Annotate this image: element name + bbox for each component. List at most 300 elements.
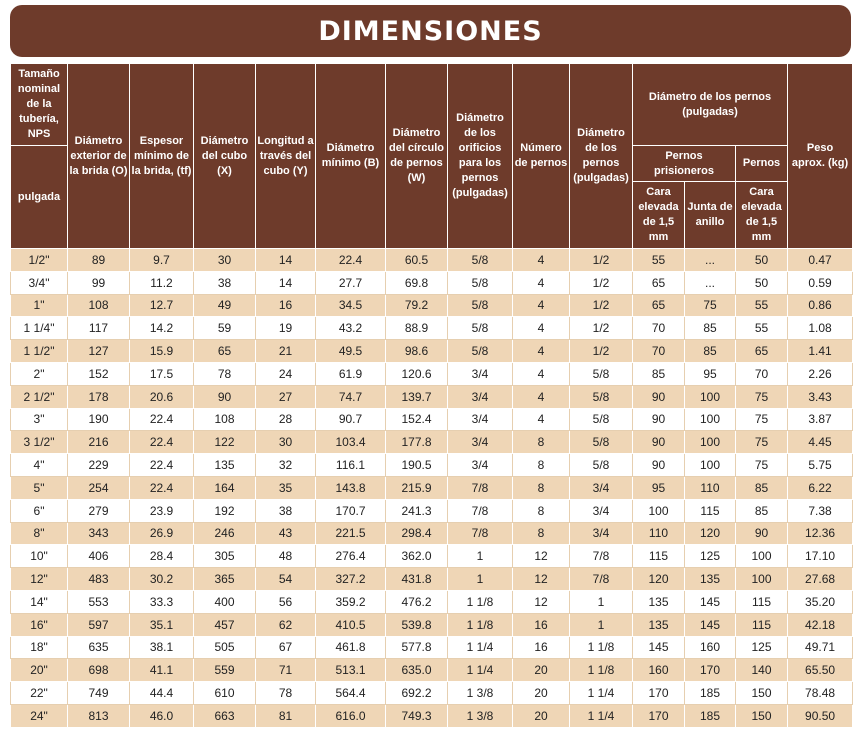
- cell-bolt-holes: 5/8: [448, 340, 513, 363]
- cell-stud-raised-face: 90: [633, 431, 685, 454]
- cell-min-diameter: 116.1: [316, 454, 386, 477]
- table-row: [11, 317, 853, 340]
- cell-bolt-circle: 139.7: [386, 385, 448, 408]
- table-row: [11, 476, 853, 499]
- cell-bolt-raised-face: 140: [736, 659, 788, 682]
- cell-bolt-count: 8: [513, 476, 570, 499]
- cell-min-diameter: 61.9: [316, 362, 386, 385]
- cell-thickness: 15.9: [130, 340, 194, 363]
- cell-bolt-diameter: 1 1/8: [570, 636, 633, 659]
- cell-bolt-diameter: 5/8: [570, 431, 633, 454]
- cell-thickness: 22.4: [130, 431, 194, 454]
- cell-stud-raised-face: 170: [633, 682, 685, 705]
- cell-outer-diameter: 406: [68, 545, 130, 568]
- cell-bolt-diameter: 5/8: [570, 454, 633, 477]
- cell-thickness: 11.2: [130, 271, 194, 294]
- cell-weight: 65.50: [788, 659, 853, 682]
- cell-outer-diameter: 99: [68, 271, 130, 294]
- cell-outer-diameter: 597: [68, 613, 130, 636]
- cell-bolt-circle: 177.8: [386, 431, 448, 454]
- table-row: [11, 340, 853, 363]
- cell-weight: 17.10: [788, 545, 853, 568]
- cell-thickness: 26.9: [130, 522, 194, 545]
- cell-stud-ring-joint: 100: [685, 408, 736, 431]
- cell-bolt-holes: 1 1/8: [448, 590, 513, 613]
- cell-hub-length: 24: [256, 362, 316, 385]
- cell-thickness: 20.6: [130, 385, 194, 408]
- cell-bolt-diameter: 7/8: [570, 568, 633, 591]
- cell-bolt-holes: 1 1/4: [448, 659, 513, 682]
- cell-min-diameter: 221.5: [316, 522, 386, 545]
- cell-weight: 12.36: [788, 522, 853, 545]
- cell-hub-diameter: 38: [194, 271, 256, 294]
- table-row: [11, 362, 853, 385]
- cell-hub-length: 48: [256, 545, 316, 568]
- cell-bolt-raised-face: 90: [736, 522, 788, 545]
- cell-bolt-holes: 7/8: [448, 522, 513, 545]
- cell-bolt-diameter: 5/8: [570, 385, 633, 408]
- cell-bolt-holes: 5/8: [448, 294, 513, 317]
- header-raised-face-bolts: Cara elevada de 1,5 mm: [736, 182, 788, 249]
- cell-hub-diameter: 559: [194, 659, 256, 682]
- cell-bolt-diameter: 7/8: [570, 545, 633, 568]
- cell-hub-length: 28: [256, 408, 316, 431]
- cell-outer-diameter: 483: [68, 568, 130, 591]
- cell-weight: 0.59: [788, 271, 853, 294]
- cell-stud-ring-joint: 85: [685, 340, 736, 363]
- cell-stud-ring-joint: 135: [685, 568, 736, 591]
- header-studs: Pernos prisioneros: [633, 146, 736, 182]
- cell-min-diameter: 34.5: [316, 294, 386, 317]
- cell-stud-raised-face: 115: [633, 545, 685, 568]
- cell-outer-diameter: 190: [68, 408, 130, 431]
- cell-bolt-count: 4: [513, 317, 570, 340]
- header-nps: Tamaño nominal de la tubería, NPS: [11, 64, 68, 146]
- cell-hub-diameter: 49: [194, 294, 256, 317]
- cell-bolt-circle: 190.5: [386, 454, 448, 477]
- cell-weight: 90.50: [788, 704, 853, 727]
- cell-min-diameter: 22.4: [316, 249, 386, 272]
- cell-hub-diameter: 457: [194, 613, 256, 636]
- cell-bolt-diameter: 1/2: [570, 294, 633, 317]
- cell-min-diameter: 276.4: [316, 545, 386, 568]
- table-row: [11, 385, 853, 408]
- cell-min-diameter: 74.7: [316, 385, 386, 408]
- cell-bolt-count: 4: [513, 362, 570, 385]
- cell-thickness: 41.1: [130, 659, 194, 682]
- header-hub-length: Longitud a través del cubo (Y): [256, 64, 316, 249]
- cell-nps: 3/4": [11, 271, 68, 294]
- cell-nps: 1 1/4": [11, 317, 68, 340]
- table-row: [11, 659, 853, 682]
- cell-bolt-circle: 69.8: [386, 271, 448, 294]
- cell-hub-diameter: 164: [194, 476, 256, 499]
- cell-nps: 16": [11, 613, 68, 636]
- header-bolt-circle: Diámetro del círculo de pernos (W): [386, 64, 448, 249]
- header-thickness: Espesor mínimo de la brida, (tf): [130, 64, 194, 249]
- cell-bolt-diameter: 1: [570, 613, 633, 636]
- cell-stud-raised-face: 145: [633, 636, 685, 659]
- cell-hub-length: 30: [256, 431, 316, 454]
- cell-bolt-raised-face: 85: [736, 476, 788, 499]
- cell-bolt-raised-face: 125: [736, 636, 788, 659]
- cell-bolt-holes: 3/4: [448, 431, 513, 454]
- cell-nps: 18": [11, 636, 68, 659]
- cell-hub-diameter: 610: [194, 682, 256, 705]
- cell-stud-raised-face: 70: [633, 340, 685, 363]
- cell-weight: 0.86: [788, 294, 853, 317]
- cell-weight: 4.45: [788, 431, 853, 454]
- cell-hub-diameter: 65: [194, 340, 256, 363]
- cell-stud-raised-face: 65: [633, 271, 685, 294]
- cell-bolt-diameter: 1: [570, 590, 633, 613]
- cell-bolt-diameter: 3/4: [570, 522, 633, 545]
- table-row: [11, 271, 853, 294]
- cell-min-diameter: 461.8: [316, 636, 386, 659]
- cell-weight: 7.38: [788, 499, 853, 522]
- cell-thickness: 28.4: [130, 545, 194, 568]
- cell-nps: 22": [11, 682, 68, 705]
- cell-outer-diameter: 749: [68, 682, 130, 705]
- cell-bolt-circle: 88.9: [386, 317, 448, 340]
- header-weight: Peso aprox. (kg): [788, 64, 853, 249]
- cell-min-diameter: 49.5: [316, 340, 386, 363]
- cell-thickness: 38.1: [130, 636, 194, 659]
- cell-outer-diameter: 698: [68, 659, 130, 682]
- cell-nps: 20": [11, 659, 68, 682]
- cell-hub-length: 67: [256, 636, 316, 659]
- cell-bolt-circle: 476.2: [386, 590, 448, 613]
- cell-bolt-count: 8: [513, 454, 570, 477]
- cell-bolt-circle: 749.3: [386, 704, 448, 727]
- table-row: [11, 249, 853, 272]
- cell-bolt-holes: 1 3/8: [448, 682, 513, 705]
- cell-hub-length: 81: [256, 704, 316, 727]
- table-row: [11, 682, 853, 705]
- cell-hub-length: 27: [256, 385, 316, 408]
- cell-bolt-raised-face: 115: [736, 590, 788, 613]
- cell-stud-raised-face: 85: [633, 362, 685, 385]
- cell-bolt-diameter: 5/8: [570, 408, 633, 431]
- cell-bolt-holes: 7/8: [448, 476, 513, 499]
- cell-hub-length: 38: [256, 499, 316, 522]
- header-bolt-group: Diámetro de los pernos (pulgadas): [633, 64, 788, 146]
- cell-outer-diameter: 117: [68, 317, 130, 340]
- cell-bolt-circle: 362.0: [386, 545, 448, 568]
- cell-stud-ring-joint: 95: [685, 362, 736, 385]
- cell-bolt-circle: 577.8: [386, 636, 448, 659]
- cell-outer-diameter: 229: [68, 454, 130, 477]
- cell-stud-ring-joint: 75: [685, 294, 736, 317]
- cell-min-diameter: 90.7: [316, 408, 386, 431]
- table-row: [11, 499, 853, 522]
- cell-hub-diameter: 108: [194, 408, 256, 431]
- cell-stud-raised-face: 65: [633, 294, 685, 317]
- table-row: [11, 294, 853, 317]
- cell-stud-ring-joint: 110: [685, 476, 736, 499]
- cell-stud-raised-face: 70: [633, 317, 685, 340]
- cell-min-diameter: 170.7: [316, 499, 386, 522]
- cell-outer-diameter: 343: [68, 522, 130, 545]
- cell-bolt-holes: 1 1/4: [448, 636, 513, 659]
- cell-min-diameter: 564.4: [316, 682, 386, 705]
- cell-weight: 1.41: [788, 340, 853, 363]
- table-row: [11, 408, 853, 431]
- cell-nps: 8": [11, 522, 68, 545]
- cell-stud-ring-joint: 100: [685, 385, 736, 408]
- cell-bolt-count: 20: [513, 659, 570, 682]
- cell-thickness: 22.4: [130, 454, 194, 477]
- cell-stud-raised-face: 95: [633, 476, 685, 499]
- cell-bolt-count: 4: [513, 340, 570, 363]
- cell-outer-diameter: 813: [68, 704, 130, 727]
- cell-nps: 24": [11, 704, 68, 727]
- cell-stud-ring-joint: 185: [685, 704, 736, 727]
- cell-stud-raised-face: 90: [633, 454, 685, 477]
- cell-thickness: 17.5: [130, 362, 194, 385]
- cell-bolt-raised-face: 75: [736, 385, 788, 408]
- cell-stud-ring-joint: 100: [685, 431, 736, 454]
- cell-stud-ring-joint: 85: [685, 317, 736, 340]
- cell-hub-length: 14: [256, 271, 316, 294]
- cell-weight: 35.20: [788, 590, 853, 613]
- cell-thickness: 30.2: [130, 568, 194, 591]
- cell-hub-diameter: 122: [194, 431, 256, 454]
- cell-hub-diameter: 135: [194, 454, 256, 477]
- cell-bolt-raised-face: 100: [736, 545, 788, 568]
- cell-stud-raised-face: 55: [633, 249, 685, 272]
- cell-thickness: 9.7: [130, 249, 194, 272]
- cell-bolt-count: 8: [513, 431, 570, 454]
- table-row: [11, 568, 853, 591]
- cell-hub-length: 14: [256, 249, 316, 272]
- cell-hub-length: 78: [256, 682, 316, 705]
- cell-bolt-holes: 7/8: [448, 499, 513, 522]
- table-row: [11, 545, 853, 568]
- cell-bolt-raised-face: 115: [736, 613, 788, 636]
- cell-bolt-count: 4: [513, 408, 570, 431]
- cell-stud-ring-joint: ...: [685, 249, 736, 272]
- cell-min-diameter: 513.1: [316, 659, 386, 682]
- cell-bolt-count: 4: [513, 249, 570, 272]
- cell-hub-diameter: 192: [194, 499, 256, 522]
- cell-weight: 5.75: [788, 454, 853, 477]
- cell-nps: 3": [11, 408, 68, 431]
- page-title: DIMENSIONES: [10, 5, 851, 57]
- cell-hub-length: 21: [256, 340, 316, 363]
- cell-weight: 78.48: [788, 682, 853, 705]
- cell-outer-diameter: 216: [68, 431, 130, 454]
- cell-bolt-diameter: 1/2: [570, 317, 633, 340]
- header-nps-unit: pulgada: [11, 146, 68, 249]
- cell-stud-ring-joint: ...: [685, 271, 736, 294]
- header-min-diameter: Diámetro mínimo (B): [316, 64, 386, 249]
- cell-outer-diameter: 89: [68, 249, 130, 272]
- cell-outer-diameter: 108: [68, 294, 130, 317]
- cell-nps: 10": [11, 545, 68, 568]
- cell-min-diameter: 43.2: [316, 317, 386, 340]
- cell-stud-ring-joint: 185: [685, 682, 736, 705]
- cell-min-diameter: 27.7: [316, 271, 386, 294]
- cell-bolt-raised-face: 75: [736, 454, 788, 477]
- cell-bolt-holes: 5/8: [448, 317, 513, 340]
- cell-outer-diameter: 127: [68, 340, 130, 363]
- cell-bolt-raised-face: 70: [736, 362, 788, 385]
- cell-outer-diameter: 635: [68, 636, 130, 659]
- dimensions-table: [10, 63, 853, 728]
- cell-bolt-holes: 5/8: [448, 271, 513, 294]
- table-row: [11, 704, 853, 727]
- cell-thickness: 46.0: [130, 704, 194, 727]
- cell-stud-raised-face: 100: [633, 499, 685, 522]
- cell-hub-length: 35: [256, 476, 316, 499]
- cell-bolt-holes: 1 3/8: [448, 704, 513, 727]
- cell-hub-diameter: 59: [194, 317, 256, 340]
- cell-outer-diameter: 178: [68, 385, 130, 408]
- cell-bolt-circle: 635.0: [386, 659, 448, 682]
- cell-bolt-holes: 3/4: [448, 408, 513, 431]
- cell-bolt-count: 8: [513, 499, 570, 522]
- cell-bolt-raised-face: 150: [736, 682, 788, 705]
- cell-bolt-raised-face: 55: [736, 294, 788, 317]
- cell-bolt-count: 12: [513, 545, 570, 568]
- cell-bolt-diameter: 1 1/8: [570, 659, 633, 682]
- cell-thickness: 22.4: [130, 408, 194, 431]
- cell-thickness: 23.9: [130, 499, 194, 522]
- cell-hub-diameter: 305: [194, 545, 256, 568]
- cell-bolt-raised-face: 50: [736, 249, 788, 272]
- cell-weight: 6.22: [788, 476, 853, 499]
- header-bolt-holes: Diámetro de los orificios para los pernos (pulgadas): [448, 64, 513, 249]
- cell-min-diameter: 616.0: [316, 704, 386, 727]
- cell-weight: 42.18: [788, 613, 853, 636]
- cell-nps: 1/2": [11, 249, 68, 272]
- cell-bolt-circle: 152.4: [386, 408, 448, 431]
- cell-hub-diameter: 30: [194, 249, 256, 272]
- cell-bolt-raised-face: 50: [736, 271, 788, 294]
- cell-bolt-raised-face: 85: [736, 499, 788, 522]
- cell-stud-raised-face: 170: [633, 704, 685, 727]
- cell-bolt-count: 20: [513, 704, 570, 727]
- cell-outer-diameter: 279: [68, 499, 130, 522]
- header-bolt-diameter: Diámetro de los pernos (pulgadas): [570, 64, 633, 249]
- cell-stud-ring-joint: 170: [685, 659, 736, 682]
- cell-nps: 14": [11, 590, 68, 613]
- cell-nps: 2 1/2": [11, 385, 68, 408]
- cell-bolt-count: 8: [513, 522, 570, 545]
- cell-stud-ring-joint: 160: [685, 636, 736, 659]
- cell-stud-raised-face: 110: [633, 522, 685, 545]
- cell-stud-ring-joint: 145: [685, 590, 736, 613]
- cell-hub-diameter: 246: [194, 522, 256, 545]
- cell-hub-length: 56: [256, 590, 316, 613]
- cell-bolt-count: 12: [513, 568, 570, 591]
- cell-nps: 1 1/2": [11, 340, 68, 363]
- cell-weight: 3.43: [788, 385, 853, 408]
- cell-stud-ring-joint: 120: [685, 522, 736, 545]
- cell-nps: 2": [11, 362, 68, 385]
- cell-weight: 1.08: [788, 317, 853, 340]
- cell-bolt-count: 16: [513, 636, 570, 659]
- cell-bolt-count: 4: [513, 385, 570, 408]
- cell-bolt-circle: 431.8: [386, 568, 448, 591]
- cell-weight: 0.47: [788, 249, 853, 272]
- table-body: [11, 249, 853, 728]
- cell-weight: 2.26: [788, 362, 853, 385]
- cell-bolt-circle: 120.6: [386, 362, 448, 385]
- cell-min-diameter: 103.4: [316, 431, 386, 454]
- cell-bolt-diameter: 5/8: [570, 362, 633, 385]
- cell-min-diameter: 359.2: [316, 590, 386, 613]
- cell-nps: 12": [11, 568, 68, 591]
- cell-thickness: 33.3: [130, 590, 194, 613]
- cell-bolt-circle: 98.6: [386, 340, 448, 363]
- cell-hub-length: 54: [256, 568, 316, 591]
- cell-hub-length: 19: [256, 317, 316, 340]
- cell-thickness: 12.7: [130, 294, 194, 317]
- cell-weight: 49.71: [788, 636, 853, 659]
- header-bolt-count: Número de pernos: [513, 64, 570, 249]
- cell-stud-raised-face: 135: [633, 590, 685, 613]
- cell-bolt-count: 16: [513, 613, 570, 636]
- cell-stud-ring-joint: 125: [685, 545, 736, 568]
- cell-bolt-diameter: 1/2: [570, 249, 633, 272]
- header-ring-joint: Junta de anillo: [685, 182, 736, 249]
- cell-bolt-raised-face: 150: [736, 704, 788, 727]
- cell-weight: 3.87: [788, 408, 853, 431]
- table-row: [11, 454, 853, 477]
- cell-bolt-raised-face: 75: [736, 408, 788, 431]
- table-row: [11, 613, 853, 636]
- cell-stud-raised-face: 135: [633, 613, 685, 636]
- cell-bolt-count: 4: [513, 294, 570, 317]
- cell-bolt-raised-face: 75: [736, 431, 788, 454]
- cell-thickness: 35.1: [130, 613, 194, 636]
- cell-bolt-holes: 5/8: [448, 249, 513, 272]
- cell-outer-diameter: 254: [68, 476, 130, 499]
- cell-thickness: 44.4: [130, 682, 194, 705]
- cell-bolt-circle: 60.5: [386, 249, 448, 272]
- cell-stud-ring-joint: 145: [685, 613, 736, 636]
- cell-hub-diameter: 90: [194, 385, 256, 408]
- cell-hub-diameter: 78: [194, 362, 256, 385]
- cell-min-diameter: 143.8: [316, 476, 386, 499]
- cell-nps: 5": [11, 476, 68, 499]
- cell-stud-raised-face: 90: [633, 385, 685, 408]
- table-row: [11, 636, 853, 659]
- cell-min-diameter: 410.5: [316, 613, 386, 636]
- table-row: [11, 590, 853, 613]
- cell-bolt-diameter: 1/2: [570, 271, 633, 294]
- cell-bolt-circle: 215.9: [386, 476, 448, 499]
- cell-weight: 27.68: [788, 568, 853, 591]
- cell-outer-diameter: 152: [68, 362, 130, 385]
- cell-bolt-diameter: 3/4: [570, 499, 633, 522]
- header-bolts: Pernos: [736, 146, 788, 182]
- cell-hub-diameter: 505: [194, 636, 256, 659]
- cell-hub-diameter: 365: [194, 568, 256, 591]
- cell-nps: 6": [11, 499, 68, 522]
- cell-bolt-diameter: 1 1/4: [570, 704, 633, 727]
- cell-bolt-holes: 3/4: [448, 362, 513, 385]
- cell-nps: 1": [11, 294, 68, 317]
- cell-stud-ring-joint: 115: [685, 499, 736, 522]
- cell-bolt-diameter: 3/4: [570, 476, 633, 499]
- header-raised-face: Cara elevada de 1,5 mm: [633, 182, 685, 249]
- cell-stud-raised-face: 90: [633, 408, 685, 431]
- cell-stud-ring-joint: 100: [685, 454, 736, 477]
- header-hub-diameter: Diámetro del cubo (X): [194, 64, 256, 249]
